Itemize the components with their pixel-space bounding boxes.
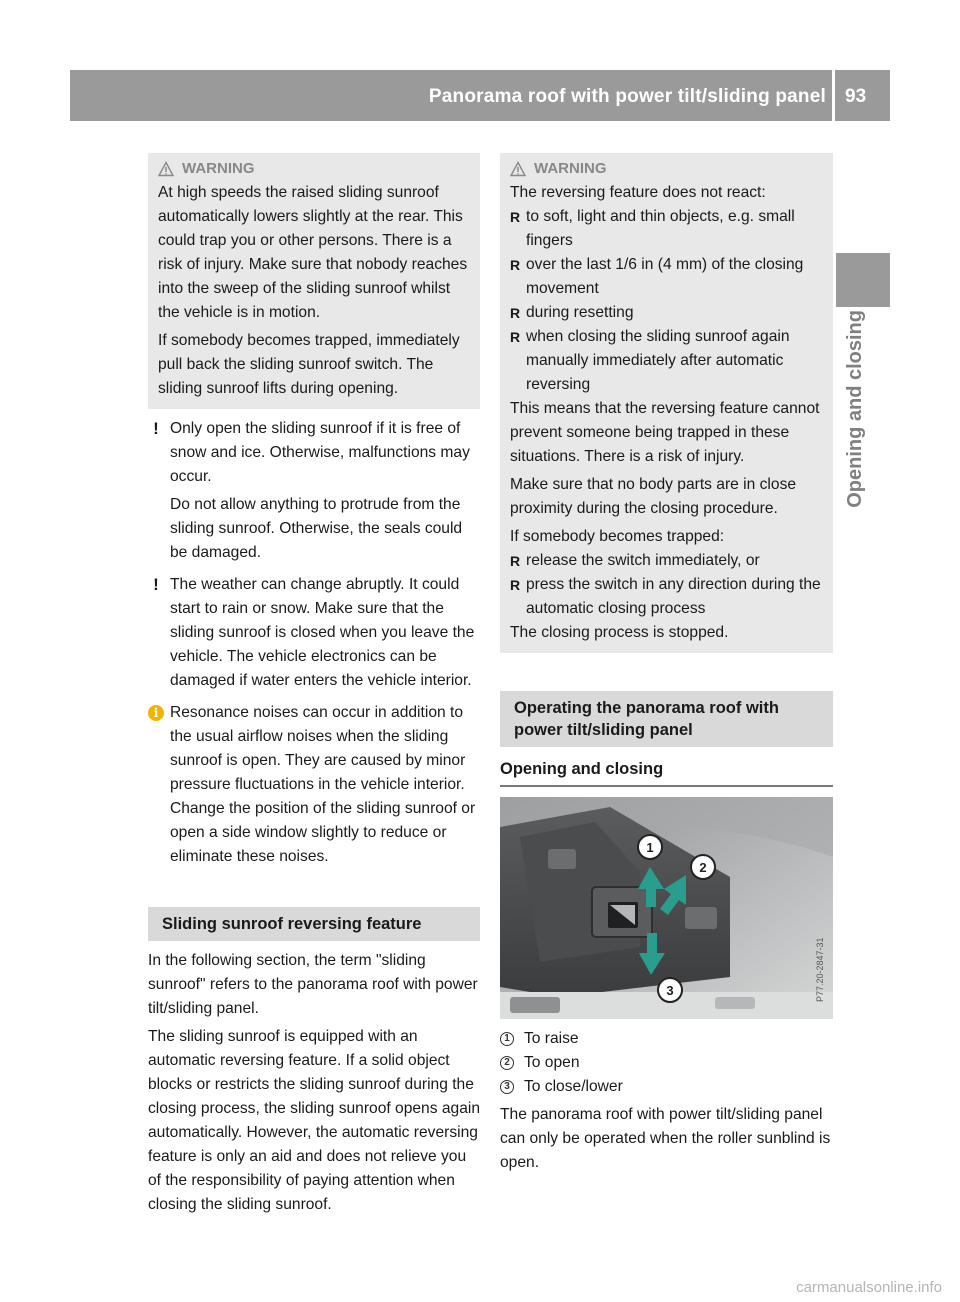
- bullet-item: R release the switch immediately, or: [510, 549, 823, 573]
- warning-triangle-icon: [158, 161, 174, 177]
- chapter-label: Opening and closing: [844, 310, 866, 508]
- legend-item: [500, 1027, 833, 1051]
- warning-label: WARNING: [534, 160, 607, 177]
- control-panel-illustration: [500, 797, 833, 1019]
- callout-3: 3: [666, 983, 674, 998]
- header-divider: [832, 70, 835, 121]
- warning-text: This means that the reversing feature cannot prevent someone being trapped in these situations. There is a risk of injury.: [510, 400, 820, 465]
- legend-item: [500, 1051, 833, 1075]
- warning-text: Make sure that no body parts are in close proximity during the closing procedure.: [510, 476, 797, 517]
- info-block: [148, 701, 480, 869]
- legend-item: [500, 1075, 833, 1099]
- warning-label: WARNING: [182, 160, 255, 177]
- warning-text: The closing process is stopped.: [510, 624, 729, 641]
- body-text: The panorama roof with power tilt/sliding panel can only be operated when the roller sunblind is open.: [500, 1106, 831, 1171]
- bullet-item: R when closing the sliding sunroof again manually immediately after automatic reversing: [510, 325, 823, 397]
- notice-text: The weather can change abruptly. It could start to rain or snow. Make sure that the sliding sunroof is closed when you leave the vehicle. The vehicle electronics can be damaged if water enters the vehicle interior.: [170, 576, 475, 689]
- notice-text: Do not allow anything to protrude from the sliding sunroof. Otherwise, the seals could be damaged.: [170, 496, 463, 561]
- warning-bullet-list: [510, 549, 823, 621]
- legend: [500, 1027, 833, 1099]
- warning-header: [510, 157, 823, 181]
- notice-block: [148, 573, 480, 693]
- callout-2: 2: [699, 860, 707, 875]
- body-text: The sliding sunroof is equipped with an automatic reversing feature. If a solid object blocks or restricts the sliding sunroof during the closing process, the sliding sunroof opens again automatically. However, the automatic reversing feature is only an aid and does not relieve you of the responsibility of paying attention when closing the sliding sunroof.: [148, 1028, 481, 1213]
- legend-text: To close/lower: [524, 1078, 623, 1095]
- body-text: In the following section, the term "sliding sunroof" refers to the panorama roof with power tilt/sliding panel.: [148, 952, 478, 1017]
- roof-control-panel-photo: [500, 797, 833, 1019]
- info-icon: i: [148, 705, 164, 721]
- callout-1: 1: [646, 840, 654, 855]
- section-heading: Sliding sunroof reversing feature: [148, 907, 480, 941]
- legend-number: 3: [500, 1080, 514, 1094]
- warning-box: [148, 153, 480, 409]
- page-number: 93: [845, 86, 867, 107]
- legend-number: 2: [500, 1056, 514, 1070]
- bullet-item: R over the last 1/6 in (4 mm) of the closing movement: [510, 253, 823, 301]
- warning-text: If somebody becomes trapped:: [510, 528, 725, 545]
- info-text: Resonance noises can occur in addition to the usual airflow noises when the sliding sunroof is open. They are caused by minor pressure fluctuations in the vehicle interior. Change the position of the sliding sunroof or open a side window slightly to reduce or eliminate these noises.: [170, 704, 476, 865]
- legend-text: To open: [524, 1054, 580, 1071]
- left-column: [148, 153, 480, 1217]
- warning-text: If somebody becomes trapped, immediately pull back the sliding sunroof switch. The sliding sunroof lifts during opening.: [158, 332, 460, 397]
- page-title: Panorama roof with power tilt/sliding panel: [428, 86, 826, 107]
- legend-number: 1: [500, 1032, 514, 1046]
- section-heading: Operating the panorama roof with power tilt/sliding panel: [500, 691, 833, 747]
- watermark: carmanualsonline.info: [796, 1279, 942, 1296]
- image-code: P77.20-2847-31: [815, 937, 825, 1002]
- warning-triangle-icon: [510, 161, 526, 177]
- notice-text: Only open the sliding sunroof if it is free of snow and ice. Otherwise, malfunctions may occur.: [170, 420, 470, 485]
- notice-block: [148, 417, 480, 565]
- legend-text: To raise: [524, 1030, 579, 1047]
- notice-exclamation-icon: !: [153, 575, 159, 594]
- warning-header: [158, 157, 470, 181]
- subsection-heading: Opening and closing: [500, 757, 833, 787]
- bullet-item: R during resetting: [510, 301, 823, 325]
- notice-exclamation-icon: !: [153, 419, 159, 438]
- bullet-item: R to soft, light and thin objects, e.g. small fingers: [510, 205, 823, 253]
- right-column: [500, 153, 833, 1175]
- chapter-tab: [836, 253, 890, 307]
- warning-text: At high speeds the raised sliding sunroof automatically lowers slightly at the rear. This could trap you or other persons. There is a risk of injury. Make sure that nobody reaches into the sweep of the sliding sunroof whilst the vehicle is in motion.: [158, 184, 468, 321]
- warning-box: [500, 153, 833, 653]
- bullet-item: R press the switch in any direction during the automatic closing process: [510, 573, 823, 621]
- warning-bullet-list: [510, 205, 823, 397]
- section-body: [148, 949, 480, 1217]
- warning-text: The reversing feature does not react:: [510, 184, 766, 201]
